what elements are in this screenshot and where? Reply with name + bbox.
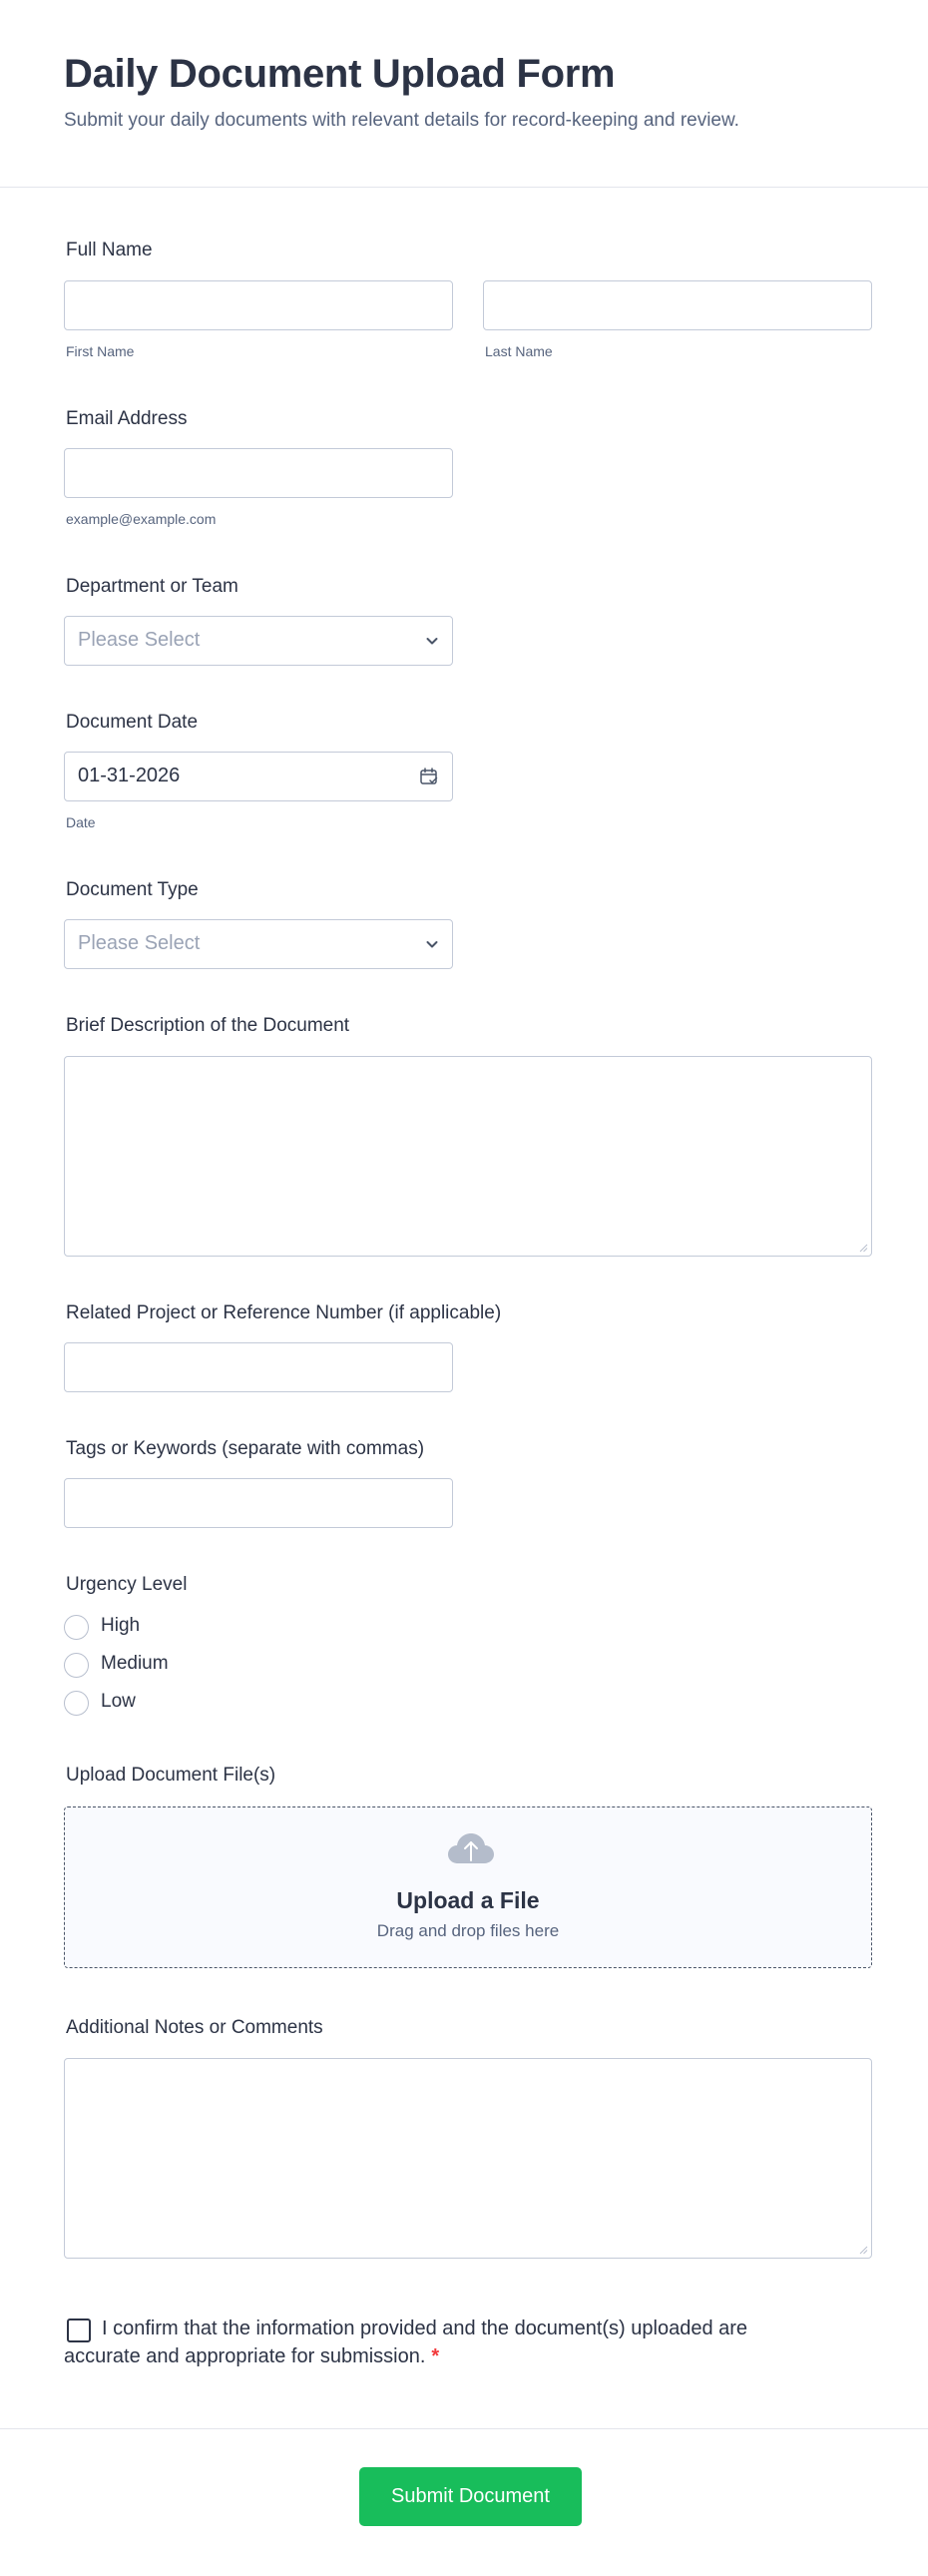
upload-title: Upload a File xyxy=(396,1887,540,1913)
urgency-option-low[interactable]: Low xyxy=(64,1688,184,1718)
radio-button[interactable] xyxy=(64,1691,89,1716)
upload-hint: Drag and drop files here xyxy=(376,1921,560,1940)
page-title: Daily Document Upload Form xyxy=(64,52,616,96)
description-label: Brief Description of the Document xyxy=(66,1015,350,1036)
reference-label: Related Project or Reference Number (if applicable) xyxy=(66,1302,502,1323)
cloud-upload-icon xyxy=(446,1829,496,1867)
full-name-field xyxy=(64,240,872,369)
description-textarea[interactable] xyxy=(64,1056,872,1257)
first-name-input[interactable] xyxy=(64,280,453,330)
document-date-value: 01-31-2026 xyxy=(78,765,181,786)
last-name-input[interactable] xyxy=(483,280,872,330)
urgency-field xyxy=(64,1574,453,1724)
chevron-down-icon xyxy=(424,633,440,649)
tags-field xyxy=(64,1438,453,1528)
first-name-sublabel: First Name xyxy=(66,343,135,359)
document-date-field xyxy=(64,712,453,841)
department-selected-value: Please Select xyxy=(78,629,201,651)
document-type-label: Document Type xyxy=(66,879,199,900)
submit-button[interactable]: Submit Document xyxy=(359,2467,582,2526)
form-header xyxy=(0,0,928,188)
full-name-label: Full Name xyxy=(66,240,153,260)
radio-button[interactable] xyxy=(64,1653,89,1678)
department-field xyxy=(64,576,453,666)
footer-divider xyxy=(0,2428,928,2429)
document-date-label: Document Date xyxy=(66,712,199,733)
calendar-icon[interactable] xyxy=(418,766,440,787)
email-label: Email Address xyxy=(66,408,188,429)
document-type-selected-value: Please Select xyxy=(78,932,201,954)
email-sublabel: example@example.com xyxy=(66,511,217,527)
document-date-sublabel: Date xyxy=(66,814,96,830)
confirm-label[interactable]: I confirm that the information provided and the document(s) uploaded are accurate and appropriate for submission. * xyxy=(64,2318,748,2367)
upload-label: Upload Document File(s) xyxy=(66,1765,276,1786)
upload-dropzone[interactable] xyxy=(64,1806,872,1968)
last-name-sublabel: Last Name xyxy=(485,343,553,359)
confirm-field xyxy=(64,2315,782,2374)
resize-grip-icon[interactable] xyxy=(858,1243,868,1253)
resize-grip-icon[interactable] xyxy=(858,2245,868,2255)
chevron-down-icon xyxy=(424,936,440,952)
document-type-field xyxy=(64,879,453,969)
department-label: Department or Team xyxy=(66,576,238,597)
radio-button[interactable] xyxy=(64,1615,89,1640)
reference-input[interactable] xyxy=(64,1342,453,1392)
document-date-input[interactable] xyxy=(64,752,453,801)
upload-field xyxy=(64,1765,872,1974)
urgency-label: Urgency Level xyxy=(66,1574,188,1595)
email-field xyxy=(64,408,453,538)
document-type-select[interactable] xyxy=(64,919,453,969)
email-input[interactable] xyxy=(64,448,453,498)
urgency-option-medium[interactable]: Medium xyxy=(64,1650,204,1680)
tags-label: Tags or Keywords (separate with commas) xyxy=(66,1438,425,1459)
notes-textarea[interactable] xyxy=(64,2058,872,2259)
department-select[interactable] xyxy=(64,616,453,666)
reference-field xyxy=(64,1302,502,1392)
tags-input[interactable] xyxy=(64,1478,453,1528)
description-field xyxy=(64,1015,872,1260)
notes-label: Additional Notes or Comments xyxy=(66,2017,323,2038)
page-subtitle: Submit your daily documents with relevant details for record-keeping and review. xyxy=(64,110,739,131)
urgency-option-high[interactable]: High xyxy=(64,1612,184,1642)
required-asterisk: * xyxy=(431,2345,440,2367)
notes-field xyxy=(64,2017,872,2262)
